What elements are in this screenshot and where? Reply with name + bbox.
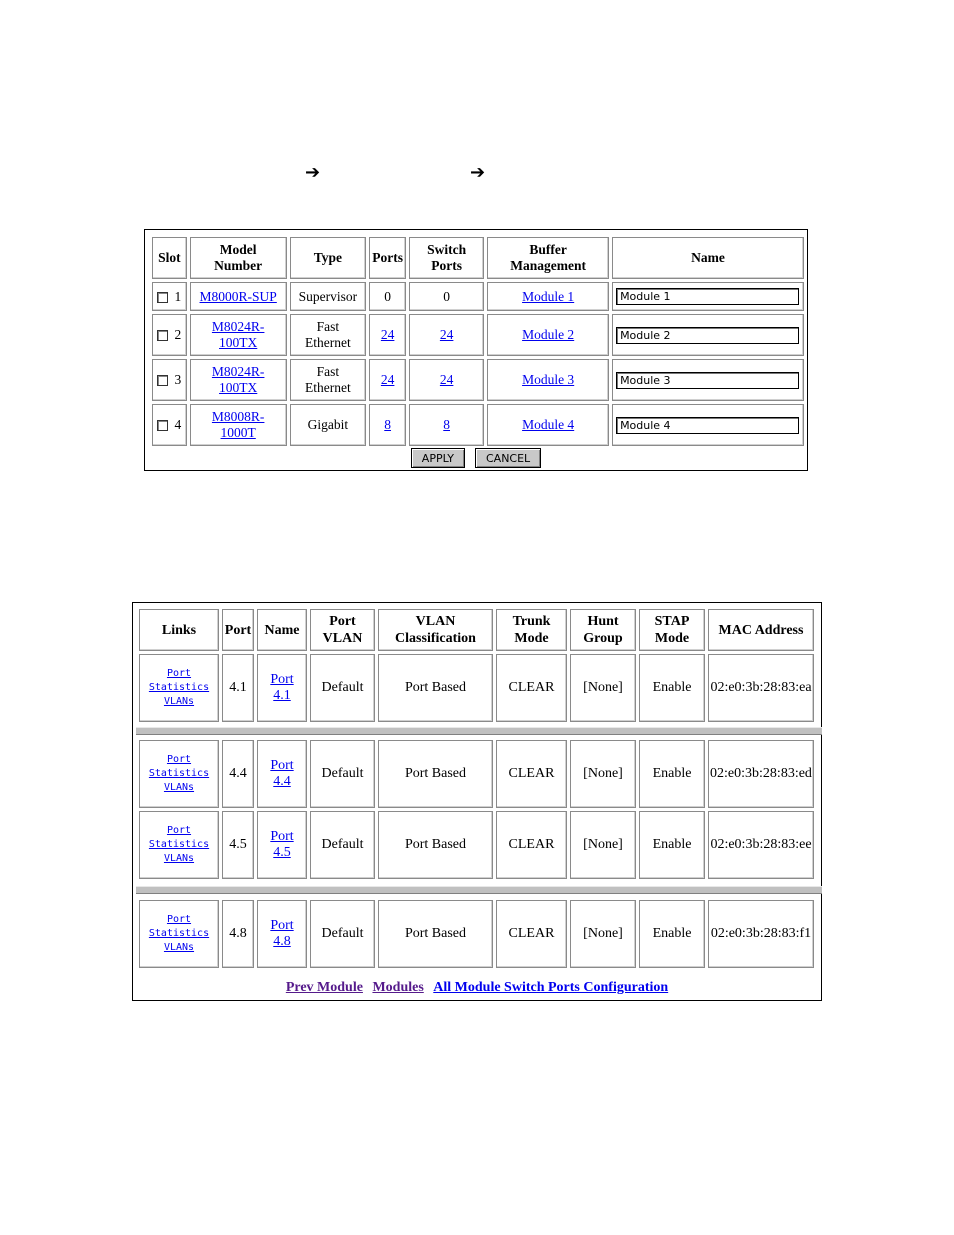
header-hunt-group: Hunt Group (570, 609, 636, 651)
port-row (139, 900, 814, 968)
stap-mode-cell: Enable (639, 740, 705, 808)
modules-table (149, 234, 807, 449)
port-row (139, 740, 814, 808)
mac-address-cell: 02:e0:3b:28:83:ed (708, 740, 814, 808)
vlans-link[interactable]: VLANs (163, 782, 195, 793)
header-vlan-classification: VLAN Classification (378, 609, 493, 651)
model-cell (190, 282, 287, 311)
port-vlan-cell: Default (310, 900, 375, 968)
trunk-mode-cell: CLEAR (496, 811, 567, 879)
ports-link[interactable]: 8 (384, 417, 392, 432)
model-cell (190, 404, 287, 446)
module-name-input[interactable]: Module 1 (616, 288, 799, 305)
name-cell (257, 811, 307, 879)
ports-cell: 0 (369, 282, 406, 311)
modules-panel (144, 229, 808, 471)
header-model-number: Model Number (190, 237, 287, 279)
buffer-management-link[interactable]: Module 1 (522, 288, 575, 304)
ports-table (136, 737, 817, 882)
port-name-link[interactable]: Port 4.4 (270, 758, 294, 789)
classification-cell: Port Based (378, 900, 493, 968)
type-cell: Gigabit (290, 404, 367, 446)
vlans-link[interactable]: VLANs (163, 853, 195, 864)
header-ports: Ports (369, 237, 406, 279)
stap-mode-cell: Enable (639, 654, 705, 722)
port-vlan-cell: Default (310, 811, 375, 879)
name-cell (612, 404, 804, 446)
slot-number: 1 (174, 288, 182, 304)
port-cell: 4.4 (222, 740, 254, 808)
classification-cell: Port Based (378, 811, 493, 879)
header-switch-ports: Switch Ports (409, 237, 484, 279)
all-module-switch-ports-link[interactable]: All Module Switch Ports Configuration (433, 980, 669, 995)
name-cell (257, 900, 307, 968)
port-cell: 4.1 (222, 654, 254, 722)
slot-cell (152, 359, 187, 401)
header-type: Type (290, 237, 367, 279)
hunt-group-cell: [None] (570, 900, 636, 968)
port-vlan-cell: Default (310, 654, 375, 722)
port-vlan-cell: Default (310, 740, 375, 808)
port-row (139, 654, 814, 722)
switch-ports-cell (409, 359, 484, 401)
ports-cell (369, 359, 406, 401)
ports-cell (369, 314, 406, 356)
ports-link[interactable]: 24 (380, 327, 395, 342)
port-cell: 4.5 (222, 811, 254, 879)
switch-ports-link[interactable]: 8 (443, 417, 451, 432)
module-name-input[interactable]: Module 3 (616, 372, 799, 389)
slot-checkbox[interactable] (157, 420, 168, 431)
mac-address-cell: 02:e0:3b:28:83:ea (708, 654, 814, 722)
buffer-management-link[interactable]: Module 4 (522, 417, 575, 432)
header-stap-mode: STAP Mode (639, 609, 705, 651)
modules-link[interactable]: Modules (372, 980, 424, 995)
module-row (152, 404, 804, 446)
header-trunk-mode: Trunk Mode (496, 609, 567, 651)
slot-checkbox[interactable] (157, 375, 168, 386)
ports-link[interactable]: 24 (380, 372, 395, 387)
model-cell (190, 314, 287, 356)
buffer-management-link[interactable]: Module 2 (522, 327, 575, 342)
vlans-link[interactable]: VLANs (163, 942, 195, 953)
ports-table (136, 606, 817, 725)
name-cell (257, 740, 307, 808)
name-cell (612, 359, 804, 401)
buffer-cell (487, 359, 609, 401)
links-cell (139, 740, 219, 808)
model-link[interactable]: M8000R-SUP (199, 288, 277, 304)
footer-nav (133, 980, 821, 996)
name-cell (612, 282, 804, 311)
switch-ports-link[interactable]: 24 (439, 372, 454, 387)
module-name-input[interactable]: Module 2 (616, 327, 799, 344)
trunk-mode-cell: CLEAR (496, 740, 567, 808)
name-cell (257, 654, 307, 722)
cancel-button[interactable]: CANCEL (475, 448, 541, 468)
classification-cell: Port Based (378, 740, 493, 808)
ports-header-row (139, 609, 814, 651)
type-cell: Fast Ethernet (290, 359, 367, 401)
module-row (152, 359, 804, 401)
vlans-link[interactable]: VLANs (163, 696, 195, 707)
slot-checkbox[interactable] (157, 330, 168, 341)
trunk-mode-cell: CLEAR (496, 900, 567, 968)
mac-address-cell: 02:e0:3b:28:83:ee (708, 811, 814, 879)
port-statistics-link[interactable]: Port Statistics (148, 825, 210, 850)
port-name-link[interactable]: Port 4.1 (270, 672, 294, 703)
slot-cell (152, 282, 187, 311)
buffer-cell (487, 282, 609, 311)
slot-cell (152, 404, 187, 446)
type-cell: Supervisor (290, 282, 367, 311)
switch-ports-cell (409, 404, 484, 446)
row-separator (136, 727, 822, 735)
trunk-mode-cell: CLEAR (496, 654, 567, 722)
port-cell: 4.8 (222, 900, 254, 968)
model-link[interactable]: M8024R- 100TX (211, 319, 265, 350)
switch-ports-cell (409, 314, 484, 356)
hunt-group-cell: [None] (570, 654, 636, 722)
header-buffer-management: Buffer Management (487, 237, 609, 279)
slot-number: 3 (174, 372, 182, 387)
ports-cell (369, 404, 406, 446)
header-name: Name (612, 237, 804, 279)
prev-module-link[interactable]: Prev Module (285, 980, 363, 995)
port-name-link[interactable]: Port 4.5 (270, 829, 294, 860)
buffer-cell (487, 314, 609, 356)
port-row (139, 811, 814, 879)
classification-cell: Port Based (378, 654, 493, 722)
model-link[interactable]: M8024R- 100TX (211, 364, 265, 395)
slot-number: 2 (174, 327, 182, 342)
mac-address-cell: 02:e0:3b:28:83:f1 (708, 900, 814, 968)
port-statistics-link[interactable]: Port Statistics (148, 668, 210, 693)
arrow-right-icon: ➔ (470, 162, 486, 183)
links-cell (139, 654, 219, 722)
links-cell (139, 811, 219, 879)
header-mac-address: MAC Address (708, 609, 814, 651)
port-statistics-link[interactable]: Port Statistics (148, 754, 210, 779)
ports-panel (132, 602, 822, 1001)
apply-button[interactable]: APPLY (411, 448, 465, 468)
row-separator (136, 886, 822, 894)
header-port-vlan: Port VLAN (310, 609, 375, 651)
hunt-group-cell: [None] (570, 740, 636, 808)
module-row (152, 282, 804, 311)
links-cell (139, 900, 219, 968)
port-statistics-link[interactable]: Port Statistics (148, 914, 210, 939)
button-row (145, 448, 807, 468)
hunt-group-cell: [None] (570, 811, 636, 879)
module-name-input[interactable]: Module 4 (616, 417, 799, 434)
slot-cell (152, 314, 187, 356)
name-cell (612, 314, 804, 356)
model-cell (190, 359, 287, 401)
slot-number: 4 (174, 417, 182, 432)
stap-mode-cell: Enable (639, 900, 705, 968)
header-port: Port (222, 609, 254, 651)
header-links: Links (139, 609, 219, 651)
header-name: Name (257, 609, 307, 651)
port-name-link[interactable]: Port 4.8 (270, 918, 294, 949)
buffer-cell (487, 404, 609, 446)
modules-header-row (152, 237, 804, 279)
switch-ports-link[interactable]: 24 (439, 327, 454, 342)
ports-table (136, 897, 817, 971)
header-slot: Slot (152, 237, 187, 279)
type-cell: Fast Ethernet (290, 314, 367, 356)
stap-mode-cell: Enable (639, 811, 705, 879)
buffer-management-link[interactable]: Module 3 (522, 372, 575, 387)
slot-checkbox[interactable] (157, 292, 168, 303)
model-link[interactable]: M8008R- 1000T (211, 409, 265, 440)
module-row (152, 314, 804, 356)
switch-ports-cell: 0 (409, 282, 484, 311)
arrow-right-icon: ➔ (305, 162, 321, 183)
